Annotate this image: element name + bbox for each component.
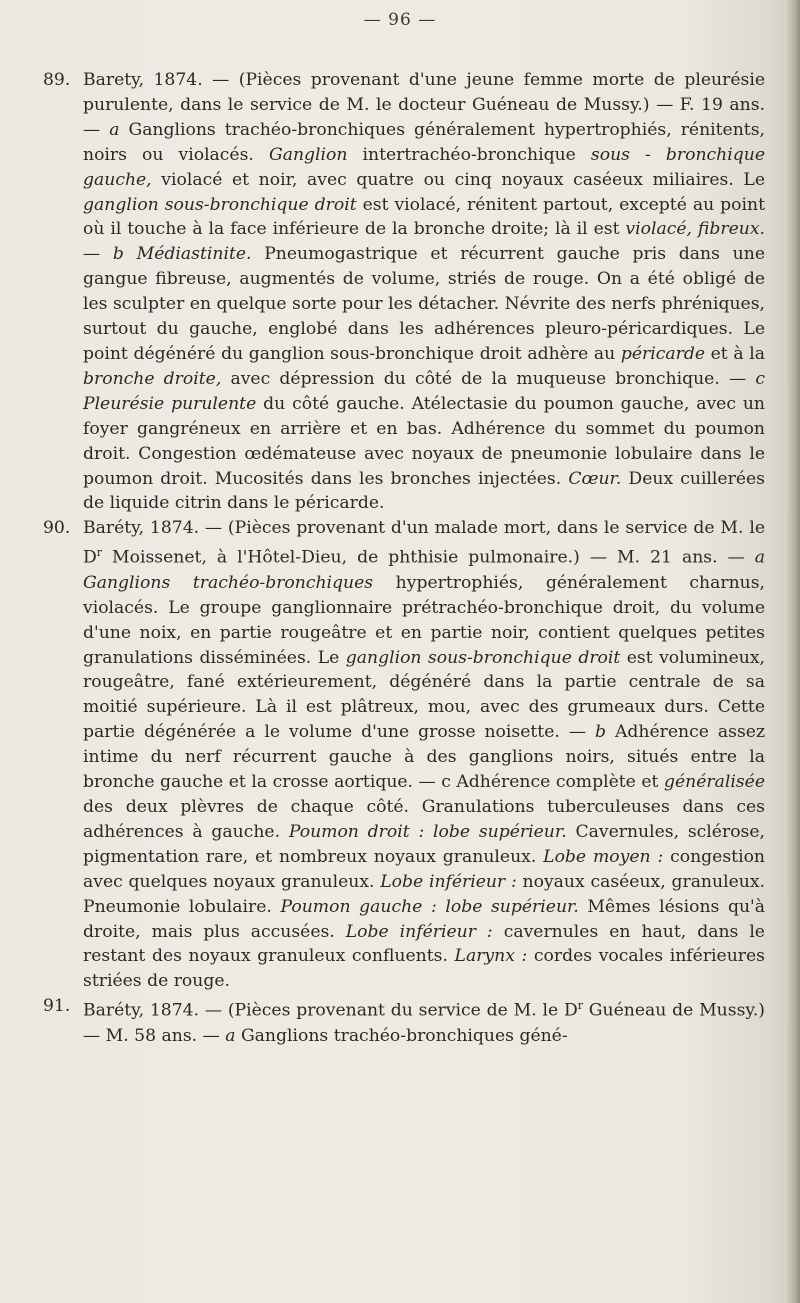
entry-number: 89. [43, 70, 71, 90]
emphasis: Ganglion [268, 144, 348, 165]
emphasis: Lobe inférieur : [380, 871, 517, 892]
entry-text: Guéneau de Mussy.) — M. 58 ans. — [83, 1001, 765, 1046]
entry-text: Deux cuillerées de liquide citrin dans le péricarde. [83, 468, 765, 514]
emphasis: Poumon droit : lobe supérieur. [288, 821, 567, 842]
emphasis: Larynx : [454, 946, 528, 967]
entry-text: cordes vocales inférieures striées de rouge. [83, 946, 765, 992]
entry-text: cavernules en haut, dans le restant des noyaux granuleux confluents. [83, 921, 765, 967]
entry-text: est violacé, rénitent partout, excepté au point où il touche à la face inférieure de la bronche droite; là il est [83, 194, 765, 240]
emphasis: péricarde [620, 343, 705, 364]
entry-89 [43, 68, 765, 516]
entry-text: Cavernules, sclérose, pigmentation rare, et nombreux noyaux granuleux. [83, 821, 765, 867]
entry-text: du côté gauche. Atélectasie du poumon gauche, avec un foyer gangréneux en arrière et en bas. Adhérence du sommet du poumon droit. Congestion œdémateuse avec noyaux de pneumonie lobulaire dans le poumon droit. Mucosités dans les bronches injectées. [83, 393, 765, 489]
entry-90 [43, 516, 766, 994]
entry-text: Mêmes lésions qu'à droite, mais plus accusées. [83, 896, 765, 942]
emphasis: bronche droite, [83, 368, 222, 389]
entry-text: congestion avec quelques noyaux granuleux. [83, 846, 765, 892]
page-number: — 96 — [363, 10, 437, 30]
entry-text: Pneumogastrique et récurrent gauche pris dans une gangue fibreuse, augmentés de volume, striés de rouge. On a été obligé de les sculpter en quelque sorte pour les détacher. Névrite des nerfs phréniques, surtout du gauche, englobé dans les adhérences pleuro-péricardiques. Le point dégénéré du ganglion sous-bronchique droit adhère au [83, 244, 765, 364]
entry-text: Adhérence assez intime du nerf récurrent gauche à des ganglions noirs, situés entre la bronche gauche et la crosse aortique. — c Adhérence complète et [83, 722, 766, 793]
entry-text: Ganglions trachéo-bronchiques géné- [235, 1025, 568, 1046]
entry-text: Ganglions trachéo-bronchiques généralement hypertrophiés, rénitents, noirs ou violacés. [83, 119, 765, 165]
superscript: r [96, 546, 103, 560]
entry-text: intertrachéo-bronchique [347, 144, 591, 165]
entry-text: Barety, 1874. — (Pièces provenant d'une jeune femme morte de pleurésie purulente, dans le service de M. le docteur Guéneau de Mussy.) — F. 19 ans. — [83, 70, 765, 140]
entry-text: noyaux caséeux, granuleux. Pneumonie lobulaire. [83, 871, 765, 917]
emphasis: violacé, fibreux. [625, 219, 765, 240]
entry-text: avec dépression du côté de la muqueuse bronchique. — [221, 368, 756, 389]
emphasis: c Pleurésie purulente [83, 368, 765, 414]
entry-text: Moissenet, à l'Hôtel-Dieu, de phthisie pulmonaire.) — M. 21 ans. — [102, 547, 755, 568]
emphasis: sous - bronchique gauche, [83, 144, 765, 190]
entry-text: — [83, 244, 113, 265]
emphasis: généralisée [663, 772, 765, 793]
entry-text: des deux plèvres de chaque côté. Granulations tuberculeuses dans ces adhérences à gauche. [83, 797, 765, 842]
emphasis: b [595, 722, 607, 743]
superscript: r [577, 999, 583, 1013]
emphasis: Lobe inférieur : [345, 921, 493, 942]
entry-91 [43, 994, 765, 1049]
emphasis: a [225, 1025, 236, 1046]
entry-text: violacé et noir, avec quatre ou cinq noyaux caséeux miliaires. Le [151, 169, 765, 190]
entry-number: 91. [43, 996, 71, 1017]
page-edge-shadow [786, 0, 800, 1303]
emphasis: a Ganglions trachéo-bronchiques [83, 547, 765, 593]
emphasis: Poumon gauche : lobe supérieur. [280, 896, 579, 917]
entry-text: hypertrophiés, généralement charnus, violacés. Le groupe ganglionnaire prétrachéo-bronchique droit, du volume d'une noix, en partie rougeâtre et en partie noir, contient quelques petites granulations disséminées. Le [83, 572, 765, 668]
emphasis: b Médiastinite. [112, 244, 252, 265]
emphasis: ganglion sous-bronchique droit [83, 194, 357, 215]
entry-text: Baréty, 1874. — (Pièces provenant du service de M. le D [83, 1001, 578, 1021]
entry-text: Baréty, 1874. — (Pièces provenant d'un malade mort, dans le service de M. le D [83, 518, 765, 568]
entry-text: et à la [705, 343, 765, 364]
emphasis: Lobe moyen : [543, 846, 664, 867]
emphasis: ganglion sous-bronchique droit [345, 647, 621, 668]
emphasis: Cœur. [568, 468, 622, 489]
emphasis: a [109, 119, 120, 140]
entry-text: est volumineux, rougeâtre, fané extérieurement, dégénéré dans la partie centrale de sa moitié supérieure. Là il est plâtreux, mou, avec des grumeaux durs. Cette partie dégénérée a le volume d'une grosse noisette. — [83, 647, 765, 743]
entry-number: 90. [43, 518, 71, 539]
page-body [43, 68, 766, 1049]
